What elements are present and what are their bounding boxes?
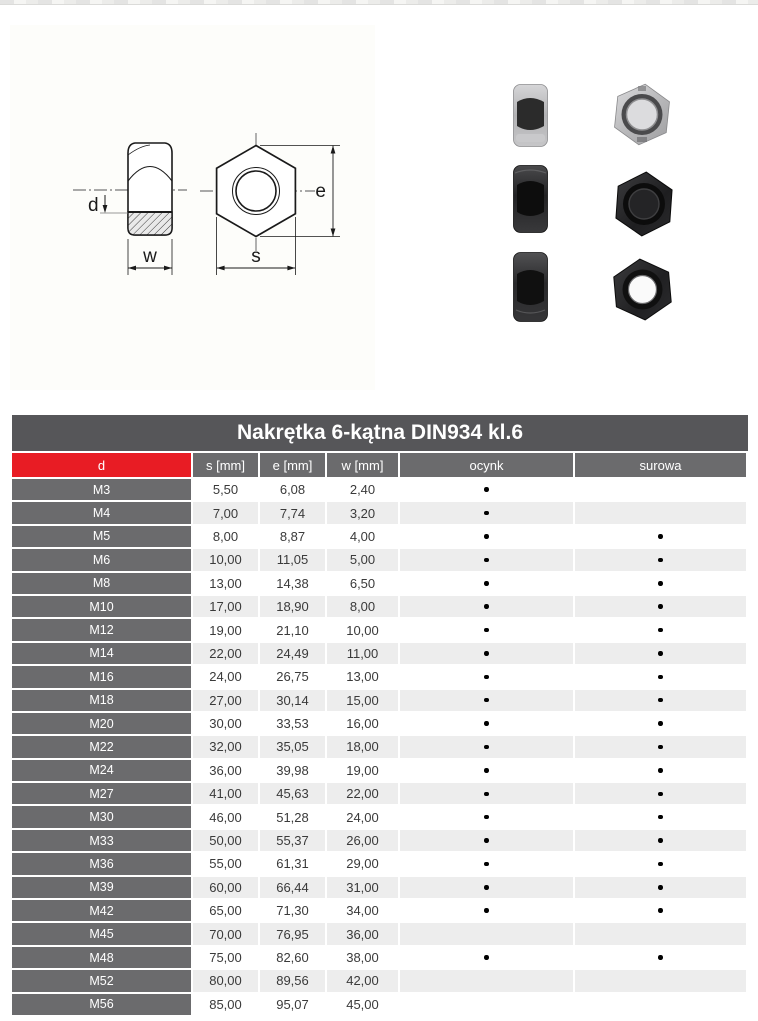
cell-s: 7,00	[193, 502, 258, 523]
row-label-d: M42	[12, 900, 191, 921]
cell-e: 14,38	[260, 573, 325, 594]
cell-ocynk	[400, 877, 573, 898]
cell-e: 30,14	[260, 690, 325, 711]
surowa-available-dot	[658, 721, 663, 726]
surowa-available-dot	[658, 534, 663, 539]
cell-s: 60,00	[193, 877, 258, 898]
ocynk-available-dot	[484, 511, 489, 516]
nut-side-view	[73, 143, 187, 235]
ocynk-available-dot	[484, 581, 489, 586]
surowa-available-dot	[658, 604, 663, 609]
ocynk-available-dot	[484, 698, 489, 703]
cell-ocynk	[400, 900, 573, 921]
row-label-d: M14	[12, 643, 191, 664]
dim-w	[128, 239, 172, 275]
cell-surowa	[575, 806, 746, 827]
cell-e: 39,98	[260, 760, 325, 781]
cell-surowa	[575, 830, 746, 851]
cell-surowa	[575, 549, 746, 570]
row-label-d: M4	[12, 502, 191, 523]
ocynk-available-dot	[484, 628, 489, 633]
row-label-d: M36	[12, 853, 191, 874]
column-header-3: w [mm]	[327, 453, 398, 477]
cell-e: 18,90	[260, 596, 325, 617]
ocynk-available-dot	[484, 955, 489, 960]
cell-s: 85,00	[193, 994, 258, 1015]
cell-surowa	[575, 783, 746, 804]
ocynk-available-dot	[484, 885, 489, 890]
row-label-d: M10	[12, 596, 191, 617]
cell-ocynk	[400, 806, 573, 827]
cell-surowa	[575, 947, 746, 968]
surowa-available-dot	[658, 792, 663, 797]
column-header-4: ocynk	[400, 453, 573, 477]
hex-nut-technical-drawing	[10, 25, 375, 390]
row-label-d: M5	[12, 526, 191, 547]
cell-w: 29,00	[327, 853, 398, 874]
surowa-available-dot	[658, 581, 663, 586]
cell-s: 30,00	[193, 713, 258, 734]
cell-w: 4,00	[327, 526, 398, 547]
cell-ocynk	[400, 853, 573, 874]
cell-w: 18,00	[327, 736, 398, 757]
cell-w: 26,00	[327, 830, 398, 851]
cell-s: 32,00	[193, 736, 258, 757]
dim-label-w: w	[143, 246, 157, 267]
cell-surowa	[575, 526, 746, 547]
cell-surowa	[575, 923, 746, 944]
dim-d	[88, 195, 128, 216]
cell-w: 38,00	[327, 947, 398, 968]
surowa-available-dot	[658, 675, 663, 680]
surowa-available-dot	[658, 885, 663, 890]
row-label-d: M56	[12, 994, 191, 1015]
cell-surowa	[575, 502, 746, 523]
row-label-d: M8	[12, 573, 191, 594]
cell-surowa	[575, 760, 746, 781]
cell-surowa	[575, 853, 746, 874]
cell-ocynk	[400, 619, 573, 640]
cell-e: 33,53	[260, 713, 325, 734]
ocynk-available-dot	[484, 558, 489, 563]
cell-surowa	[575, 573, 746, 594]
cell-surowa	[575, 479, 746, 500]
cell-ocynk	[400, 947, 573, 968]
cell-e: 55,37	[260, 830, 325, 851]
cell-e: 66,44	[260, 877, 325, 898]
nut-black-side-photo	[513, 165, 548, 233]
ocynk-available-dot	[484, 815, 489, 820]
cell-w: 3,20	[327, 502, 398, 523]
cell-s: 75,00	[193, 947, 258, 968]
ocynk-available-dot	[484, 487, 489, 492]
cell-e: 24,49	[260, 643, 325, 664]
product-photos	[495, 75, 710, 335]
cell-ocynk	[400, 573, 573, 594]
cell-ocynk	[400, 830, 573, 851]
row-label-d: M22	[12, 736, 191, 757]
cell-surowa	[575, 994, 746, 1015]
cell-ocynk	[400, 479, 573, 500]
row-label-d: M33	[12, 830, 191, 851]
ocynk-available-dot	[484, 862, 489, 867]
cell-ocynk	[400, 666, 573, 687]
column-header-1: s [mm]	[193, 453, 258, 477]
cell-s: 65,00	[193, 900, 258, 921]
cell-e: 8,87	[260, 526, 325, 547]
technical-drawing-panel	[10, 25, 375, 390]
cell-w: 8,00	[327, 596, 398, 617]
cell-ocynk	[400, 690, 573, 711]
row-label-d: M12	[12, 619, 191, 640]
nut-zinc-front-photo	[612, 83, 672, 146]
cell-w: 45,00	[327, 994, 398, 1015]
nut-raw-front-photo	[610, 258, 675, 321]
cell-w: 22,00	[327, 783, 398, 804]
surowa-available-dot	[658, 862, 663, 867]
row-label-d: M6	[12, 549, 191, 570]
cell-surowa	[575, 596, 746, 617]
row-label-d: M3	[12, 479, 191, 500]
cell-e: 95,07	[260, 994, 325, 1015]
cell-surowa	[575, 643, 746, 664]
dim-label-s: s	[251, 246, 261, 267]
dim-label-e: e	[315, 181, 326, 202]
cell-e: 35,05	[260, 736, 325, 757]
cell-surowa	[575, 970, 746, 991]
cell-ocynk	[400, 994, 573, 1015]
ocynk-available-dot	[484, 675, 489, 680]
ocynk-available-dot	[484, 745, 489, 750]
cell-surowa	[575, 713, 746, 734]
nut-raw-side-photo	[513, 252, 548, 322]
ocynk-available-dot	[484, 838, 489, 843]
column-header-2: e [mm]	[260, 453, 325, 477]
ocynk-available-dot	[484, 768, 489, 773]
cell-w: 31,00	[327, 877, 398, 898]
row-label-d: M27	[12, 783, 191, 804]
cell-ocynk	[400, 783, 573, 804]
cell-ocynk	[400, 760, 573, 781]
cell-s: 41,00	[193, 783, 258, 804]
row-label-d: M20	[12, 713, 191, 734]
cell-ocynk	[400, 713, 573, 734]
table-title: Nakrętka 6-kątna DIN934 kl.6	[12, 415, 748, 451]
cell-w: 2,40	[327, 479, 398, 500]
cell-w: 16,00	[327, 713, 398, 734]
cell-s: 50,00	[193, 830, 258, 851]
cell-ocynk	[400, 526, 573, 547]
cell-w: 19,00	[327, 760, 398, 781]
cell-ocynk	[400, 643, 573, 664]
top-decorative-border	[0, 0, 758, 5]
nut-black-front-photo	[612, 171, 676, 237]
cell-s: 13,00	[193, 573, 258, 594]
cell-s: 17,00	[193, 596, 258, 617]
surowa-available-dot	[658, 908, 663, 913]
cell-e: 76,95	[260, 923, 325, 944]
cell-e: 6,08	[260, 479, 325, 500]
ocynk-available-dot	[484, 534, 489, 539]
cell-w: 15,00	[327, 690, 398, 711]
row-label-d: M52	[12, 970, 191, 991]
cell-ocynk	[400, 502, 573, 523]
cell-s: 70,00	[193, 923, 258, 944]
cell-surowa	[575, 877, 746, 898]
cell-s: 19,00	[193, 619, 258, 640]
cell-s: 22,00	[193, 643, 258, 664]
cell-surowa	[575, 900, 746, 921]
cell-surowa	[575, 666, 746, 687]
cell-w: 13,00	[327, 666, 398, 687]
surowa-available-dot	[658, 745, 663, 750]
cell-e: 51,28	[260, 806, 325, 827]
cell-ocynk	[400, 549, 573, 570]
surowa-available-dot	[658, 768, 663, 773]
cell-e: 89,56	[260, 970, 325, 991]
cell-e: 82,60	[260, 947, 325, 968]
cell-e: 21,10	[260, 619, 325, 640]
surowa-available-dot	[658, 955, 663, 960]
ocynk-available-dot	[484, 651, 489, 656]
cell-s: 46,00	[193, 806, 258, 827]
column-header-0: d	[12, 453, 191, 477]
surowa-available-dot	[658, 628, 663, 633]
cell-ocynk	[400, 970, 573, 991]
cell-surowa	[575, 736, 746, 757]
row-label-d: M39	[12, 877, 191, 898]
cell-s: 10,00	[193, 549, 258, 570]
cell-s: 36,00	[193, 760, 258, 781]
cell-ocynk	[400, 923, 573, 944]
cell-surowa	[575, 619, 746, 640]
cell-e: 26,75	[260, 666, 325, 687]
cell-e: 7,74	[260, 502, 325, 523]
spec-table	[12, 415, 748, 1015]
nut-zinc-side-photo	[513, 84, 548, 147]
cell-e: 61,31	[260, 853, 325, 874]
surowa-available-dot	[658, 815, 663, 820]
cell-ocynk	[400, 596, 573, 617]
row-label-d: M45	[12, 923, 191, 944]
cell-e: 71,30	[260, 900, 325, 921]
row-label-d: M24	[12, 760, 191, 781]
dim-label-d: d	[88, 195, 99, 216]
surowa-available-dot	[658, 838, 663, 843]
cell-w: 36,00	[327, 923, 398, 944]
cell-w: 6,50	[327, 573, 398, 594]
cell-w: 42,00	[327, 970, 398, 991]
surowa-available-dot	[658, 698, 663, 703]
nut-front-view	[200, 133, 315, 251]
spec-grid	[12, 453, 748, 1015]
cell-e: 45,63	[260, 783, 325, 804]
row-label-d: M16	[12, 666, 191, 687]
cell-s: 24,00	[193, 666, 258, 687]
cell-s: 27,00	[193, 690, 258, 711]
surowa-available-dot	[658, 558, 663, 563]
cell-w: 11,00	[327, 643, 398, 664]
cell-w: 34,00	[327, 900, 398, 921]
surowa-available-dot	[658, 651, 663, 656]
cell-s: 55,00	[193, 853, 258, 874]
cell-e: 11,05	[260, 549, 325, 570]
row-label-d: M48	[12, 947, 191, 968]
cell-ocynk	[400, 736, 573, 757]
cell-s: 80,00	[193, 970, 258, 991]
cell-surowa	[575, 690, 746, 711]
cell-w: 24,00	[327, 806, 398, 827]
cell-s: 8,00	[193, 526, 258, 547]
ocynk-available-dot	[484, 908, 489, 913]
ocynk-available-dot	[484, 721, 489, 726]
ocynk-available-dot	[484, 604, 489, 609]
ocynk-available-dot	[484, 792, 489, 797]
row-label-d: M18	[12, 690, 191, 711]
column-header-5: surowa	[575, 453, 746, 477]
cell-w: 10,00	[327, 619, 398, 640]
cell-w: 5,00	[327, 549, 398, 570]
cell-s: 5,50	[193, 479, 258, 500]
row-label-d: M30	[12, 806, 191, 827]
